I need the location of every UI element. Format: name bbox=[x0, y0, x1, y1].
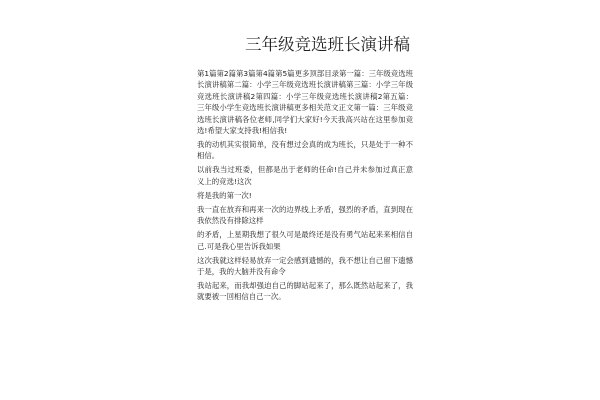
document-body bbox=[197, 68, 413, 303]
paragraph: 我站起来，而我却强迫自己的脚站起来了，那么既然站起来了，我就要被一回相信自己一次。 bbox=[197, 281, 413, 302]
paragraph: 我一直在放弃和再来一次的边界线上矛盾，强烈的矛盾，直到现在我依然没有排除这样 bbox=[197, 204, 413, 226]
document-page bbox=[197, 28, 413, 378]
paragraph: 以前我当过班委，但都是出于老师的任命!自己并未参加过真正意义上的竞选!这次 bbox=[197, 165, 413, 186]
paragraph: 的矛盾，上星期我想了很久可是最终还是没有勇气站起来来相信自己.可是我心里告诉我如果 bbox=[197, 230, 413, 251]
paragraph: 将是我的第一次! bbox=[197, 190, 252, 200]
paragraph: 第1篇第2篇第3篇第4篇第5篇更多顶部目录第一篇：三年级竞选班长演讲稿第二篇：小学三年级竞选班长演讲稿第三篇：小学三年级竞选班长演讲稿2第四篇：小学三年级竞选班长演讲稿2第五篇：三年级小学生竞选班长演讲稿更多相关范文正文第一篇：三年级竞选班长演讲稿各位老师,同学们大家好!今天我高兴站在这里参加竞选!希望大家支持我!相信我! bbox=[197, 69, 413, 136]
paragraph: 我的动机其实很简单，没有想过会真的成为班长，只是处于一种不相信。 bbox=[197, 140, 413, 161]
document-title: 三年级竞选班长演讲稿 bbox=[245, 35, 410, 54]
paragraph: 这次我就这样轻易放弃一定会感到遗憾的，我不想让自己留下遗憾于是，我的大脑并没有命令 bbox=[197, 255, 413, 277]
